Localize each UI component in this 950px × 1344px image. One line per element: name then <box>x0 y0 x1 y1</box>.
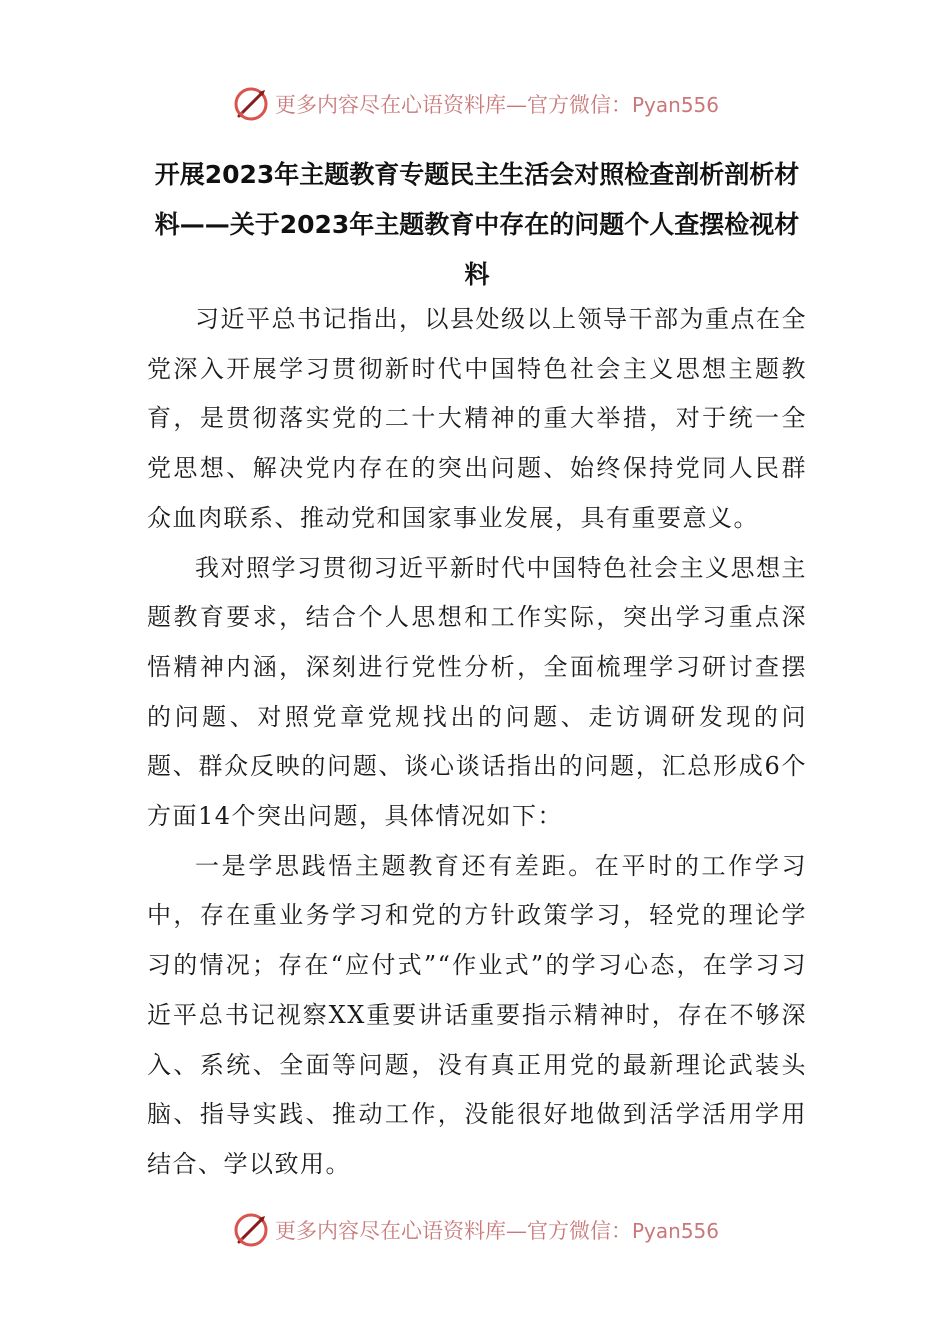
wechat-id: Pyan556 <box>631 93 719 117</box>
header-watermark-banner <box>0 82 950 126</box>
document-body <box>147 295 807 1190</box>
document-title: 开展2023年主题教育专题民主生活会对照检查剖析剖析材料——关于2023年主题教育中存在的问题个人查摆检视材料 <box>154 160 800 289</box>
banner-text: 更多内容尽在心语资料库—官方微信：Pyan556 <box>274 1219 719 1243</box>
pen-logo-icon <box>231 1210 271 1250</box>
paragraph-1: 习近平总书记指出，以县处级以上领导干部为重点在全党深入开展学习贯彻新时代中国特色社会主义思想主题教育，是贯彻落实党的二十大精神的重大举措，对于统一全党思想、解决党内存在的突出问题、始终保持党同人民群众血肉联系、推动党和国家事业发展，具有重要意义。 <box>147 305 807 532</box>
pen-logo-icon <box>231 84 271 124</box>
banner-text: 更多内容尽在心语资料库—官方微信：Pyan556 <box>274 93 719 117</box>
wechat-id: Pyan556 <box>631 1219 719 1243</box>
footer-watermark-banner <box>0 1208 950 1252</box>
paragraph-2: 我对照学习贯彻习近平新时代中国特色社会主义思想主题教育要求，结合个人思想和工作实际，突出学习重点深悟精神内涵，深刻进行党性分析，全面梳理学习研讨查摆的问题、对照党章党规找出的问题、走访调研发现的问题、群众反映的问题、谈心谈话指出的问题，汇总形成6个方面14个突出问题，具体情况如下： <box>147 553 807 831</box>
paragraph-3: 一是学思践悟主题教育还有差距。在平时的工作学习中，存在重业务学习和党的方针政策学习，轻党的理论学习的情况；存在“应付式”“作业式”的学习心态，在学习习近平总书记视察XX重要讲话重要指示精神时，存在不够深入、系统、全面等问题，没有真正用党的最新理论武装头脑、指导实践、推动工作，没能很好地做到活学活用学用结合、学以致用。 <box>147 851 807 1178</box>
